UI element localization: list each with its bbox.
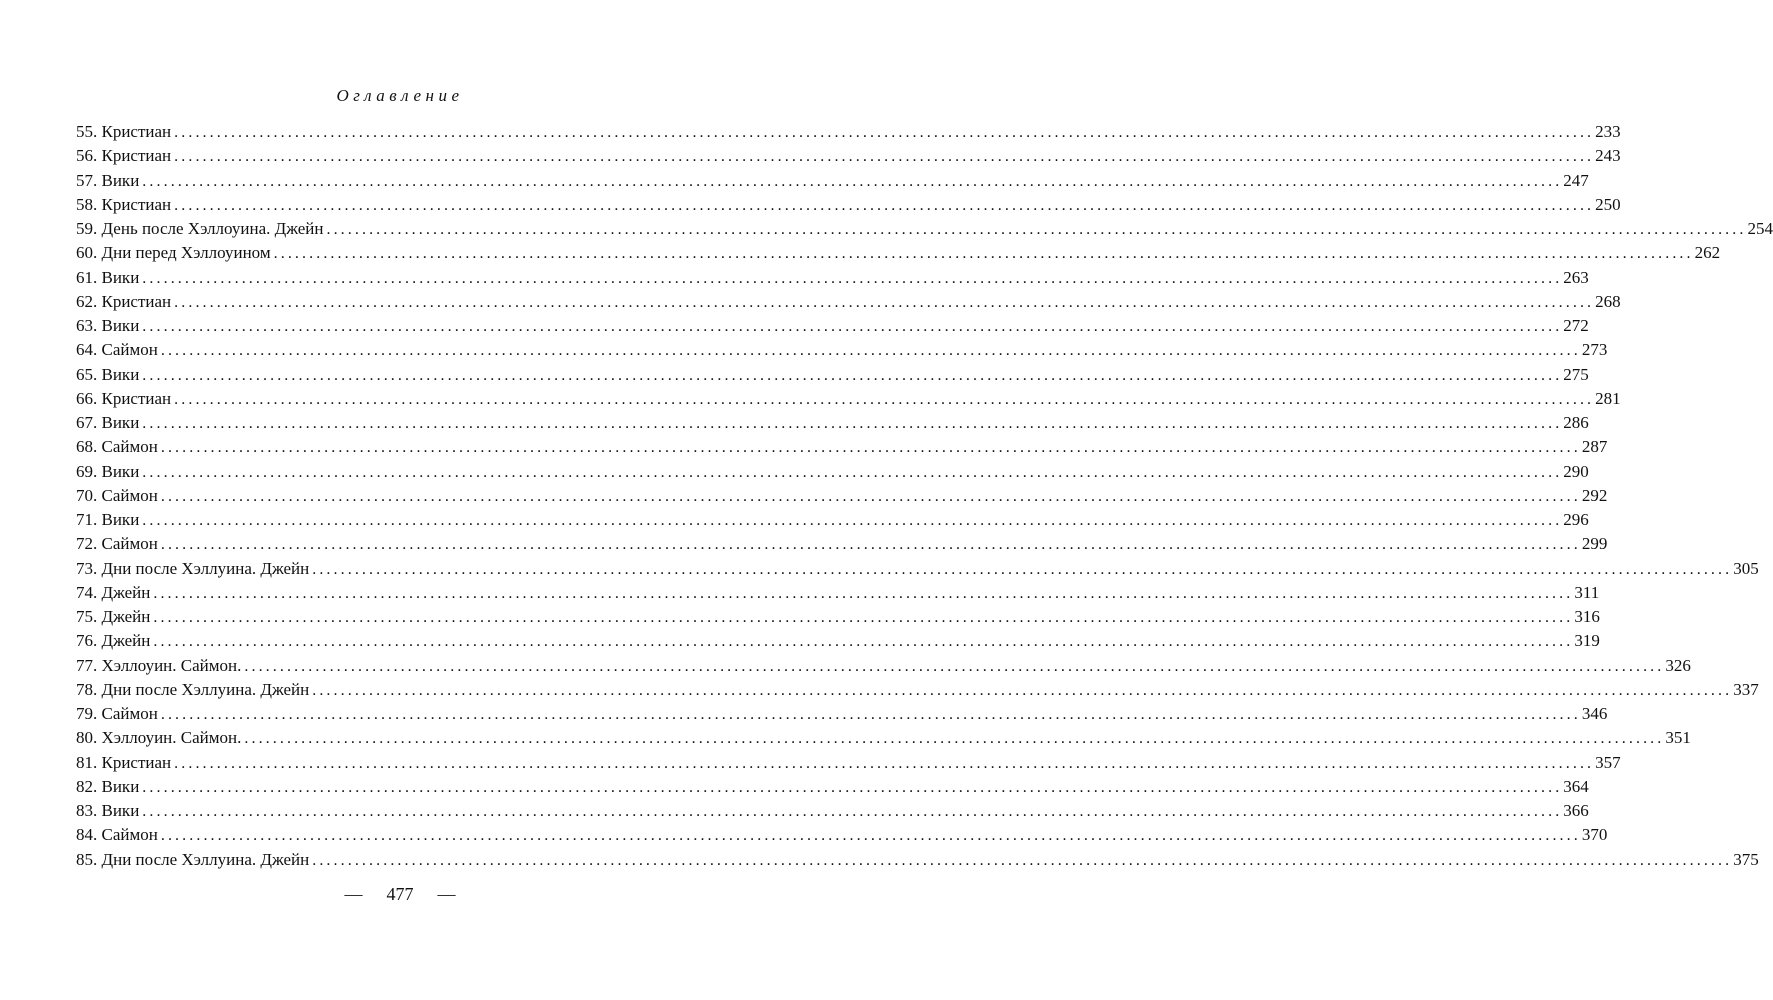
toc-entry-page: 319 [1574, 631, 1600, 651]
toc-entry-page: 305 [1733, 558, 1759, 578]
dot-leader: ........................................................................................................................................................................................................ [160, 487, 1581, 505]
toc-entry [76, 801, 1589, 825]
toc-entry-page: 311 [1574, 582, 1600, 602]
toc-entry-page: 281 [1595, 388, 1621, 408]
toc-entry [76, 316, 1589, 340]
toc-entry [76, 631, 1600, 655]
footer-dash-right: — [437, 884, 456, 904]
toc-entry-title: 79. Саймон [76, 704, 158, 723]
toc-entry-title: 57. Вики [76, 170, 140, 190]
toc-entry-title: 62. Кристиан [76, 291, 172, 311]
toc-entry [76, 655, 1691, 680]
toc-entry [76, 849, 1759, 874]
dot-leader: ........................................................................................................................................................................................................ [142, 269, 1563, 287]
toc-entry [76, 510, 1589, 534]
toc-entry-title: 56. Кристиан [76, 146, 172, 166]
footer-dash-left: — [344, 884, 363, 904]
toc-entry [76, 461, 1589, 486]
toc-entry-title: 65. Вики [76, 364, 140, 384]
toc-entry-title: 80. Хэллоуин. Саймон. [76, 728, 242, 748]
dot-leader: ........................................................................................................................................................................................................ [153, 633, 1574, 651]
toc-entry-page: 268 [1595, 291, 1621, 311]
toc-entry-title: 58. Кристиан [76, 194, 172, 214]
toc-entry [76, 291, 1621, 316]
toc-entry [76, 413, 1589, 437]
dot-leader: ........................................................................................................................................................................................................ [160, 536, 1581, 554]
toc-entry-page: 254 [1747, 219, 1773, 238]
toc-entry-page: 287 [1581, 437, 1608, 457]
toc-entry-title: 63. Вики [76, 316, 140, 335]
toc-entry-title: 84. Саймон [76, 825, 158, 845]
toc-entry [76, 146, 1621, 170]
toc-entry-title: 60. Дни перед Хэллоуином [76, 243, 271, 263]
dot-leader: ........................................................................................................................................................................................................ [142, 415, 1563, 432]
toc-entry [76, 825, 1608, 849]
toc-entry [76, 194, 1621, 219]
toc-entry-title: 83. Вики [76, 801, 140, 820]
page-number: 477 [386, 884, 414, 904]
dot-leader: ........................................................................................................................................................................................................ [160, 827, 1581, 845]
dot-leader: ........................................................................................................................................................................................................ [174, 148, 1595, 166]
toc-entry-page: 364 [1563, 776, 1589, 796]
toc-entry-page: 299 [1581, 534, 1608, 554]
toc-entry-page: 275 [1563, 364, 1589, 384]
toc-entry [76, 776, 1589, 801]
toc-entry-page: 337 [1733, 679, 1759, 699]
toc-entry-page: 262 [1694, 243, 1721, 263]
toc-entry-page: 357 [1595, 752, 1621, 772]
toc-entry-title: 69. Вики [76, 461, 140, 481]
toc-entry-page: 366 [1563, 801, 1589, 820]
toc-entry-title: 67. Вики [76, 413, 140, 432]
dot-leader: ........................................................................................................................................................................................................ [142, 318, 1563, 335]
dot-leader: ........................................................................................................................................................................................................ [142, 778, 1563, 796]
toc-entry-page: 346 [1581, 704, 1608, 723]
toc-entry-page: 290 [1563, 461, 1589, 481]
toc-entry [76, 582, 1600, 607]
toc-entry-page: 375 [1733, 849, 1759, 869]
toc-entry-title: 70. Саймон [76, 485, 158, 505]
dot-leader: ........................................................................................................................................................................................................ [312, 851, 1733, 869]
toc-entry [76, 485, 1608, 510]
dot-leader: ........................................................................................................................................................................................................ [174, 196, 1595, 214]
dot-leader: ........................................................................................................................................................................................................ [244, 730, 1665, 748]
toc-entry-title: 73. Дни после Хэллуина. Джейн [76, 558, 310, 578]
dot-leader: ........................................................................................................................................................................................................ [160, 342, 1581, 360]
toc-entry-page: 247 [1563, 170, 1589, 190]
toc-entry [76, 679, 1759, 704]
toc-entry-page: 286 [1563, 413, 1589, 432]
toc-entry-title: 81. Кристиан [76, 752, 172, 772]
dot-leader: ........................................................................................................................................................................................................ [142, 366, 1563, 384]
dot-leader: ........................................................................................................................................................................................................ [174, 124, 1595, 141]
dot-leader: ........................................................................................................................................................................................................ [312, 681, 1733, 699]
toc-entry [76, 728, 1691, 752]
dot-leader: ........................................................................................................................................................................................................ [160, 706, 1581, 723]
dot-leader: ........................................................................................................................................................................................................ [326, 221, 1747, 238]
toc-entry [76, 122, 1621, 146]
toc-entry-title: 55. Кристиан [76, 122, 172, 141]
toc-entry-title: 68. Саймон [76, 437, 158, 457]
page-title: Оглавление [336, 86, 464, 105]
toc-entry-page: 351 [1665, 728, 1691, 748]
toc-entry-page: 273 [1581, 340, 1608, 360]
dot-leader: ........................................................................................................................................................................................................ [142, 803, 1563, 820]
toc-entry-title: 85. Дни после Хэллуина. Джейн [76, 849, 310, 869]
toc-entry-title: 71. Вики [76, 510, 140, 529]
dot-leader: ........................................................................................................................................................................................................ [174, 390, 1595, 408]
dot-leader: ........................................................................................................................................................................................................ [142, 172, 1563, 190]
dot-leader: ........................................................................................................................................................................................................ [142, 463, 1563, 481]
toc-entry-page: 292 [1581, 485, 1608, 505]
toc-entry-title: 76. Джейн [76, 631, 151, 651]
toc-entry-title: 75. Джейн [76, 607, 151, 626]
dot-leader: ........................................................................................................................................................................................................ [153, 609, 1574, 626]
dot-leader: ........................................................................................................................................................................................................ [174, 293, 1595, 311]
toc-entry-page: 243 [1595, 146, 1621, 166]
toc-entry [76, 219, 1773, 243]
toc-entry [76, 340, 1608, 364]
toc-entry-title: 64. Саймон [76, 340, 158, 360]
toc-entry-page: 326 [1665, 655, 1691, 675]
dot-leader: ........................................................................................................................................................................................................ [244, 657, 1665, 675]
toc-entry-title: 77. Хэллоуин. Саймон. [76, 655, 242, 675]
toc-entry [76, 704, 1608, 728]
toc-entry [76, 267, 1589, 292]
table-of-contents [76, 122, 1773, 874]
dot-leader: ........................................................................................................................................................................................................ [312, 560, 1733, 578]
toc-entry-title: 72. Саймон [76, 534, 158, 554]
toc-entry [76, 388, 1621, 413]
toc-entry-title: 78. Дни после Хэллуина. Джейн [76, 679, 310, 699]
toc-entry [76, 558, 1759, 583]
dot-leader: ........................................................................................................................................................................................................ [174, 754, 1595, 772]
toc-entry-page: 233 [1595, 122, 1621, 141]
toc-entry-page: 316 [1574, 607, 1600, 626]
toc-entry-title: 61. Вики [76, 267, 140, 287]
toc-entry-title: 74. Джейн [76, 582, 151, 602]
toc-entry [76, 437, 1608, 461]
toc-entry-page: 263 [1563, 267, 1589, 287]
dot-leader: ........................................................................................................................................................................................................ [142, 512, 1563, 529]
toc-entry-page: 250 [1595, 194, 1621, 214]
toc-entry-page: 272 [1563, 316, 1589, 335]
toc-entry-title: 59. День после Хэллоуина. Джейн [76, 219, 324, 238]
page-footer [0, 884, 800, 905]
dot-leader: ........................................................................................................................................................................................................ [273, 245, 1694, 263]
dot-leader: ........................................................................................................................................................................................................ [160, 439, 1581, 457]
toc-entry [76, 752, 1621, 777]
toc-entry [76, 364, 1589, 389]
toc-entry [76, 170, 1589, 195]
toc-entry [76, 534, 1608, 558]
toc-entry [76, 243, 1721, 267]
dot-leader: ........................................................................................................................................................................................................ [153, 584, 1574, 602]
toc-entry-page: 370 [1581, 825, 1608, 845]
toc-entry [76, 607, 1600, 631]
toc-entry-title: 66. Кристиан [76, 388, 172, 408]
toc-entry-page: 296 [1563, 510, 1589, 529]
toc-entry-title: 82. Вики [76, 776, 140, 796]
